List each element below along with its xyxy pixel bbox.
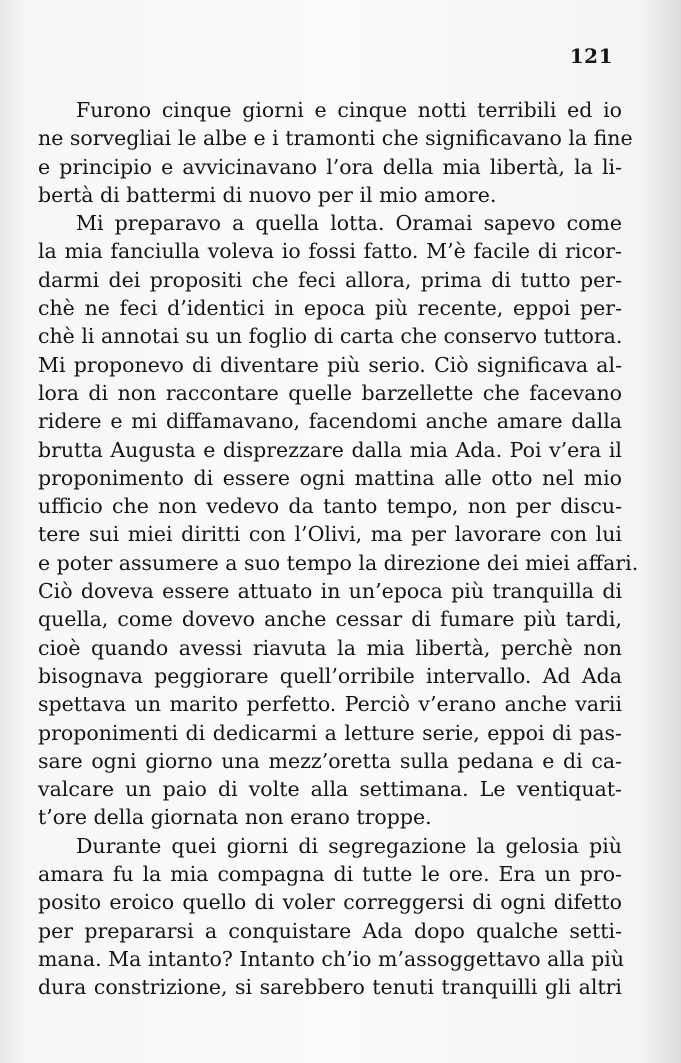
text-line: Durante quei giorni di segregazione la gelosia più: [76, 833, 622, 858]
text-line: e principio e avvicinavano l’ora della mia libertà, la li-: [38, 154, 622, 179]
text-line: t’ore della giornata non erano troppe.: [38, 805, 432, 830]
text-line: Furono cinque giorni e cinque notti terribili ed io: [76, 98, 622, 122]
text-line: brutta Augusta e disprezzare dalla mia Ada. Poi v’era il: [38, 437, 622, 462]
text-line: chè ne feci d’identici in epoca più recente, eppoi per-: [38, 296, 622, 321]
text-line: sare ogni giorno una mezz’oretta sulla pedana e di ca-: [38, 748, 622, 773]
text-line: e poter assumere a suo tempo la direzione dei miei affari.: [38, 550, 639, 575]
text-line: bisognava peggiorare quell’orribile intervallo. Ad Ada: [38, 663, 622, 688]
body-text: [38, 96, 639, 1002]
page-number: 121: [569, 44, 613, 68]
text-line: darmi dei propositi che feci allora, prima di tutto per-: [38, 267, 622, 292]
text-line: spettava un marito perfetto. Perciò v’erano anche varii: [38, 692, 622, 717]
text-line: Ciò doveva essere attuato in un’epoca più tranquilla di: [38, 579, 622, 604]
text-line: valcare un paio di volte alla settimana. Le ventiquat-: [38, 777, 622, 802]
text-line: dura constrizione, si sarebbero tenuti tranquilli gli altri: [38, 975, 622, 1000]
text-line: ne sorvegliai le albe e i tramonti che significavano la fine: [38, 126, 633, 151]
text-line: la mia fanciulla voleva io fossi fatto. M’è facile di ricor-: [38, 239, 622, 264]
text-line: mana. Ma intanto? Intanto ch’io m’assoggettavo alla più: [38, 946, 625, 971]
text-line: proponimento di essere ogni mattina alle otto nel mio: [38, 465, 622, 490]
text-line: chè li annotai su un foglio di carta che conservo tuttora.: [38, 324, 623, 349]
text-line: quella, come dovevo anche cessar di fumare più tardi,: [38, 607, 622, 632]
text-line: Mi preparavo a quella lotta. Oramai sapevo come: [76, 211, 622, 236]
text-line: ufficio che non vedevo da tanto tempo, non per discu-: [38, 494, 622, 519]
text-line: Mi proponevo di diventare più serio. Ciò significava al-: [38, 352, 622, 377]
text-line: bertà di battermi di nuovo per il mio amore.: [38, 182, 497, 207]
text-line: per prepararsi a conquistare Ada dopo qualche setti-: [38, 918, 622, 943]
text-line: ridere e mi diffamavano, facendomi anche amare dalla: [38, 409, 622, 434]
text-line: amara fu la mia compagna di tutte le ore. Era un pro-: [38, 862, 622, 887]
text-line: posito eroico quello di voler correggersi di ogni difetto: [38, 890, 622, 915]
text-line: lora di non raccontare quelle barzellette che facevano: [38, 380, 622, 405]
text-line: proponimenti di dedicarmi a letture serie, eppoi di pas-: [38, 720, 622, 745]
text-line: cioè quando avessi riavuta la mia libertà, perchè non: [38, 635, 622, 660]
text-line: tere sui miei diritti con l’Olivi, ma per lavorare con lui: [38, 522, 622, 547]
